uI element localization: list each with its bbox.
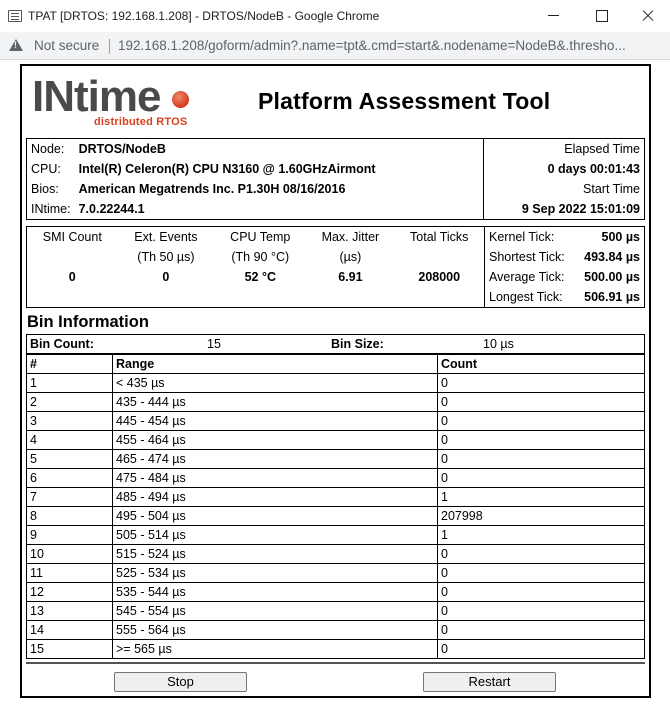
separator <box>26 662 645 664</box>
average-tick-value: 500.00 µs <box>584 270 640 284</box>
cpu-temp-label: CPU Temp <box>230 230 291 245</box>
bin-count-cell: 0 <box>438 469 645 488</box>
bin-count-cell: 0 <box>438 640 645 659</box>
start-label: Start Time <box>484 179 645 199</box>
bin-num-cell: 6 <box>27 469 113 488</box>
total-ticks-label: Total Ticks <box>410 230 469 245</box>
bin-count-cell: 1 <box>438 488 645 507</box>
bin-count-cell: 0 <box>438 393 645 412</box>
col-range-header: Range <box>113 355 438 374</box>
table-row <box>27 507 645 526</box>
bin-range-cell: 495 - 504 µs <box>113 507 438 526</box>
bin-size-label: Bin Size: <box>331 337 384 351</box>
bin-summary-row <box>27 335 645 355</box>
address-separator <box>109 39 110 54</box>
logo-dot-icon <box>172 91 189 108</box>
bin-count-cell: 1 <box>438 526 645 545</box>
longest-tick-row <box>489 287 640 307</box>
bin-range-cell: 475 - 484 µs <box>113 469 438 488</box>
bin-header-row <box>27 355 645 374</box>
bin-num-cell: 8 <box>27 507 113 526</box>
intime-label: INtime: <box>31 202 71 216</box>
col-num-header: # <box>27 355 113 374</box>
ext-events-threshold: (Th 50 µs) <box>137 250 195 265</box>
longest-tick-value: 506.91 µs <box>584 290 640 304</box>
smi-value: 0 <box>68 270 76 285</box>
table-row <box>27 412 645 431</box>
bin-range-cell: 545 - 554 µs <box>113 602 438 621</box>
cpu-temp-threshold: (Th 90 °C) <box>231 250 290 265</box>
bin-range-cell: 555 - 564 µs <box>113 621 438 640</box>
elapsed-label: Elapsed Time <box>484 139 645 160</box>
address-bar[interactable] <box>0 32 670 60</box>
table-row <box>27 640 645 659</box>
window-title: TPAT [DRTOS: 192.168.1.208] - DRTOS/NodeB - Google Chrome <box>28 9 380 23</box>
max-jitter-value: 6.91 <box>338 270 363 285</box>
url-field[interactable]: 192.168.1.208/goform/admin?.name=tpt&.cmd=start&.nodename=NodeB&.thresho... <box>118 38 626 53</box>
shortest-tick-row <box>489 247 640 267</box>
bin-range-cell: 465 - 474 µs <box>113 450 438 469</box>
stats-table <box>26 226 645 308</box>
logo-sub-text: distributed RTOS <box>94 116 188 128</box>
bin-num-cell: 7 <box>27 488 113 507</box>
bin-count-cell: 0 <box>438 431 645 450</box>
title-bar <box>0 0 670 32</box>
warning-icon[interactable] <box>9 39 23 51</box>
table-row <box>27 374 645 393</box>
bin-num-cell: 1 <box>27 374 113 393</box>
bin-range-cell: 445 - 454 µs <box>113 412 438 431</box>
bin-range-cell: < 435 µs <box>113 374 438 393</box>
table-row <box>27 469 645 488</box>
maximize-icon[interactable] <box>578 0 624 32</box>
smi-label: SMI Count <box>42 230 102 245</box>
bin-count-cell: 0 <box>438 564 645 583</box>
bin-range-cell: 515 - 524 µs <box>113 545 438 564</box>
restart-button[interactable]: Restart <box>423 672 556 692</box>
start-value: 9 Sep 2022 15:01:09 <box>484 199 645 220</box>
node-label: Node: <box>31 142 65 156</box>
bin-num-cell: 5 <box>27 450 113 469</box>
bin-range-cell: 435 - 444 µs <box>113 393 438 412</box>
bios-value: American Megatrends Inc. P1.30H 08/16/2016 <box>78 182 346 196</box>
cpu-temp-value: 52 °C <box>244 270 276 285</box>
kernel-tick-label: Kernel Tick: <box>489 230 555 244</box>
bin-range-cell: 525 - 534 µs <box>113 564 438 583</box>
table-row <box>27 488 645 507</box>
bin-num-cell: 12 <box>27 583 113 602</box>
page-icon <box>8 10 22 22</box>
table-row <box>27 583 645 602</box>
bin-table <box>26 334 645 659</box>
max-jitter-label: Max. Jitter <box>321 230 380 245</box>
bin-num-cell: 10 <box>27 545 113 564</box>
bin-num-cell: 15 <box>27 640 113 659</box>
longest-tick-label: Longest Tick: <box>489 290 563 304</box>
bin-range-cell: 455 - 464 µs <box>113 431 438 450</box>
table-row <box>27 564 645 583</box>
table-row <box>27 526 645 545</box>
table-row <box>27 621 645 640</box>
bin-range-cell: 535 - 544 µs <box>113 583 438 602</box>
bin-count-value: 15 <box>207 337 221 351</box>
bin-heading: Bin Information <box>27 313 149 331</box>
logo-main-text: INtime <box>32 72 161 121</box>
tick-summary <box>485 227 645 308</box>
bin-num-cell: 14 <box>27 621 113 640</box>
minimize-icon[interactable] <box>530 0 576 32</box>
kernel-tick-value: 500 µs <box>601 230 640 244</box>
shortest-tick-value: 493.84 µs <box>584 250 640 264</box>
bin-num-cell: 3 <box>27 412 113 431</box>
table-row <box>27 431 645 450</box>
page-title: Platform Assessment Tool <box>258 88 551 114</box>
intime-logo <box>32 72 207 132</box>
table-row <box>27 545 645 564</box>
bin-range-cell: 505 - 514 µs <box>113 526 438 545</box>
bin-count-cell: 0 <box>438 602 645 621</box>
bios-label: Bios: <box>31 182 59 196</box>
security-label[interactable]: Not secure <box>34 38 100 53</box>
max-jitter-unit: (µs) <box>339 250 362 265</box>
elapsed-value: 0 days 00:01:43 <box>484 159 645 179</box>
bin-range-cell: >= 565 µs <box>113 640 438 659</box>
average-tick-row <box>489 267 640 287</box>
intime-value: 7.0.22244.1 <box>78 202 145 216</box>
col-count-header: Count <box>438 355 645 374</box>
bin-size-value: 10 µs <box>483 337 514 351</box>
bin-range-cell: 485 - 494 µs <box>113 488 438 507</box>
bin-count-cell: 0 <box>438 621 645 640</box>
cpu-label: CPU: <box>31 162 61 176</box>
ext-events-value: 0 <box>162 270 170 285</box>
bin-num-cell: 4 <box>27 431 113 450</box>
bin-num-cell: 13 <box>27 602 113 621</box>
bin-count-cell: 0 <box>438 545 645 564</box>
node-info-table <box>26 138 645 220</box>
shortest-tick-label: Shortest Tick: <box>489 250 565 264</box>
table-row <box>27 602 645 621</box>
page-header <box>26 72 645 132</box>
bin-num-cell: 11 <box>27 564 113 583</box>
stop-button[interactable]: Stop <box>114 672 247 692</box>
bin-count-cell: 0 <box>438 412 645 431</box>
table-row <box>27 393 645 412</box>
bin-num-cell: 9 <box>27 526 113 545</box>
bin-count-cell: 0 <box>438 583 645 602</box>
kernel-tick-row <box>489 227 640 247</box>
cpu-value: Intel(R) Celeron(R) CPU N3160 @ 1.60GHzAirmont <box>78 162 376 176</box>
total-ticks-value: 208000 <box>418 270 461 285</box>
close-icon[interactable] <box>624 0 670 32</box>
bin-num-cell: 2 <box>27 393 113 412</box>
table-row <box>27 450 645 469</box>
ext-events-label: Ext. Events <box>134 230 198 245</box>
bin-count-cell: 0 <box>438 450 645 469</box>
bin-count-cell: 207998 <box>438 507 645 526</box>
bin-count-label: Bin Count: <box>30 337 94 351</box>
average-tick-label: Average Tick: <box>489 270 565 284</box>
node-value: DRTOS/NodeB <box>78 142 166 156</box>
bin-count-cell: 0 <box>438 374 645 393</box>
